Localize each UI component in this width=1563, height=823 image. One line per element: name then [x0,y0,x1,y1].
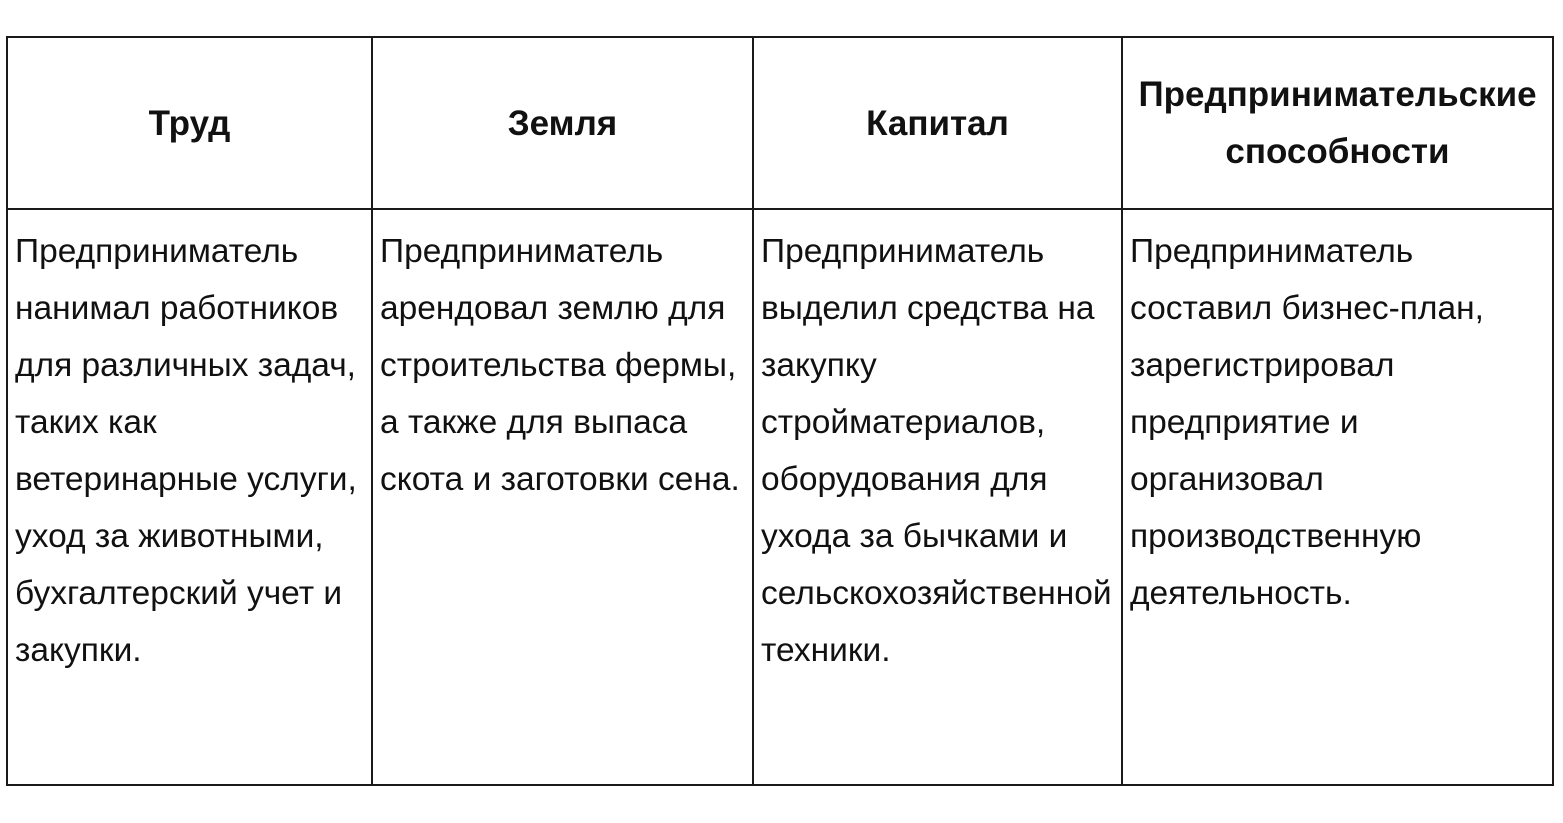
cell-land: Предприниматель арендовал землю для строительства фермы, а также для выпаса скота и заготовки сена. [372,209,753,785]
table-row [7,209,1553,785]
header-row [7,37,1553,209]
cell-entrepreneurship: Предприниматель составил бизнес-план, зарегистрировал предприятие и организовал производственную деятельность. [1122,209,1553,785]
table-body [7,209,1553,785]
factors-of-production-table [6,36,1554,786]
header-labor: Труд [7,37,372,209]
table-header [7,37,1553,209]
cell-labor: Предприниматель нанимал работников для различных задач, таких как ветеринарные услуги, уход за животными, бухгалтерский учет и закупки. [7,209,372,785]
header-capital: Капитал [753,37,1122,209]
header-entrepreneurship: Предпринимательские способности [1122,37,1553,209]
header-land: Земля [372,37,753,209]
cell-capital: Предприниматель выделил средства на закупку стройматериалов, оборудования для ухода за бычками и сельскохозяйственной техники. [753,209,1122,785]
